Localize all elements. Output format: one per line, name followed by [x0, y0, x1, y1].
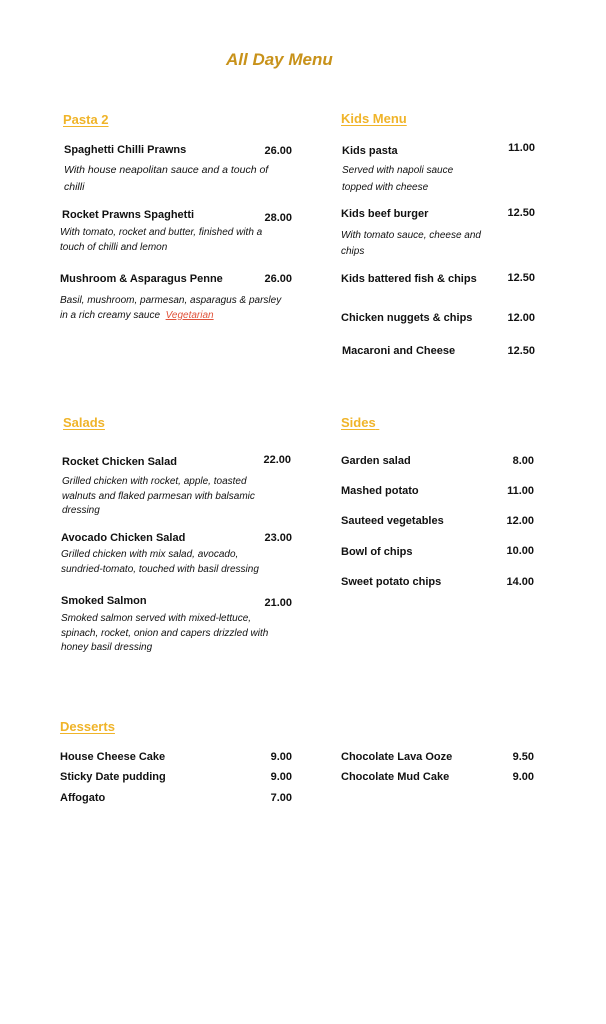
item-name: Kids pasta: [342, 145, 398, 157]
item-description: Grilled chicken with rocket, apple, toasted walnuts and flaked parmesan with balsamic dressing: [62, 476, 255, 516]
item-price: 9.00: [512, 771, 534, 783]
item-price: 11.00: [508, 142, 535, 154]
item-price: 14.00: [506, 576, 534, 588]
item-name: Kids beef burger: [341, 208, 429, 220]
vegetarian-tag: Vegetarian: [165, 309, 214, 321]
item-name: Sweet potato chips: [341, 576, 442, 588]
item-price: 9.50: [512, 751, 534, 763]
item-price: 12.50: [507, 345, 535, 357]
section-heading-sides: Sides: [341, 415, 376, 430]
item-price: 28.00: [264, 212, 292, 224]
section-heading-salads: Salads: [63, 415, 105, 430]
item-description: With house neapolitan sauce and a touch of chilli: [64, 164, 269, 193]
item-description: With tomato, rocket and butter, finished with a touch of chilli and lemon: [60, 227, 263, 253]
item-name: Spaghetti Chilli Prawns: [64, 144, 187, 156]
section-heading-desserts: Desserts: [60, 719, 115, 734]
item-price: 23.00: [264, 532, 292, 544]
item-price: 10.00: [506, 545, 534, 557]
item-description: With tomato sauce, cheese and chips: [341, 230, 481, 257]
item-name: Avocado Chicken Salad: [61, 532, 186, 544]
item-price: 21.00: [264, 597, 292, 609]
item-price: 8.00: [512, 455, 534, 467]
item-price: 22.00: [263, 454, 291, 466]
item-price: 11.00: [507, 485, 534, 497]
item-price: 12.50: [507, 272, 535, 284]
item-price: 26.00: [264, 145, 292, 157]
section-heading-pasta: Pasta 2: [63, 112, 109, 127]
item-name: Kids battered fish & chips: [341, 273, 477, 285]
item-description: Smoked salmon served with mixed-lettuce, spinach, rocket, onion and capers drizzled with honey basil dressing: [61, 613, 269, 653]
item-price: 12.50: [507, 207, 535, 219]
item-name: House Cheese Cake: [60, 751, 166, 763]
item-name: Chocolate Mud Cake: [341, 771, 450, 783]
item-name: Bowl of chips: [341, 546, 413, 558]
page-title: All Day Menu: [226, 50, 333, 69]
item-name: Chocolate Lava Ooze: [341, 751, 453, 763]
item-name: Garden salad: [341, 455, 411, 467]
item-name: Mashed potato: [341, 485, 419, 497]
item-name: Rocket Prawns Spaghetti: [62, 209, 195, 221]
item-name: Mushroom & Asparagus Penne: [60, 273, 223, 285]
item-price: 26.00: [264, 273, 292, 285]
section-heading-kids: Kids Menu: [341, 111, 407, 126]
item-price: 12.00: [506, 515, 534, 527]
item-name: Sticky Date pudding: [60, 771, 166, 783]
item-price: 7.00: [270, 792, 292, 804]
item-name: Rocket Chicken Salad: [62, 456, 177, 468]
item-price: 12.00: [507, 312, 535, 324]
item-description: Grilled chicken with mix salad, avocado, sundried-tomato, touched with basil dressing: [61, 549, 259, 575]
item-price: 9.00: [270, 751, 292, 763]
item-name: Smoked Salmon: [61, 595, 147, 607]
item-description: Basil, mushroom, parmesan, asparagus & parsley in a rich creamy sauce Vegetarian: [60, 295, 282, 321]
item-price: 9.00: [270, 771, 292, 783]
item-name: Chicken nuggets & chips: [341, 312, 473, 324]
item-name: Affogato: [60, 792, 106, 804]
item-name: Macaroni and Cheese: [342, 345, 456, 357]
item-name: Sauteed vegetables: [341, 515, 444, 527]
item-description: Served with napoli sauce topped with cheese: [342, 165, 454, 193]
